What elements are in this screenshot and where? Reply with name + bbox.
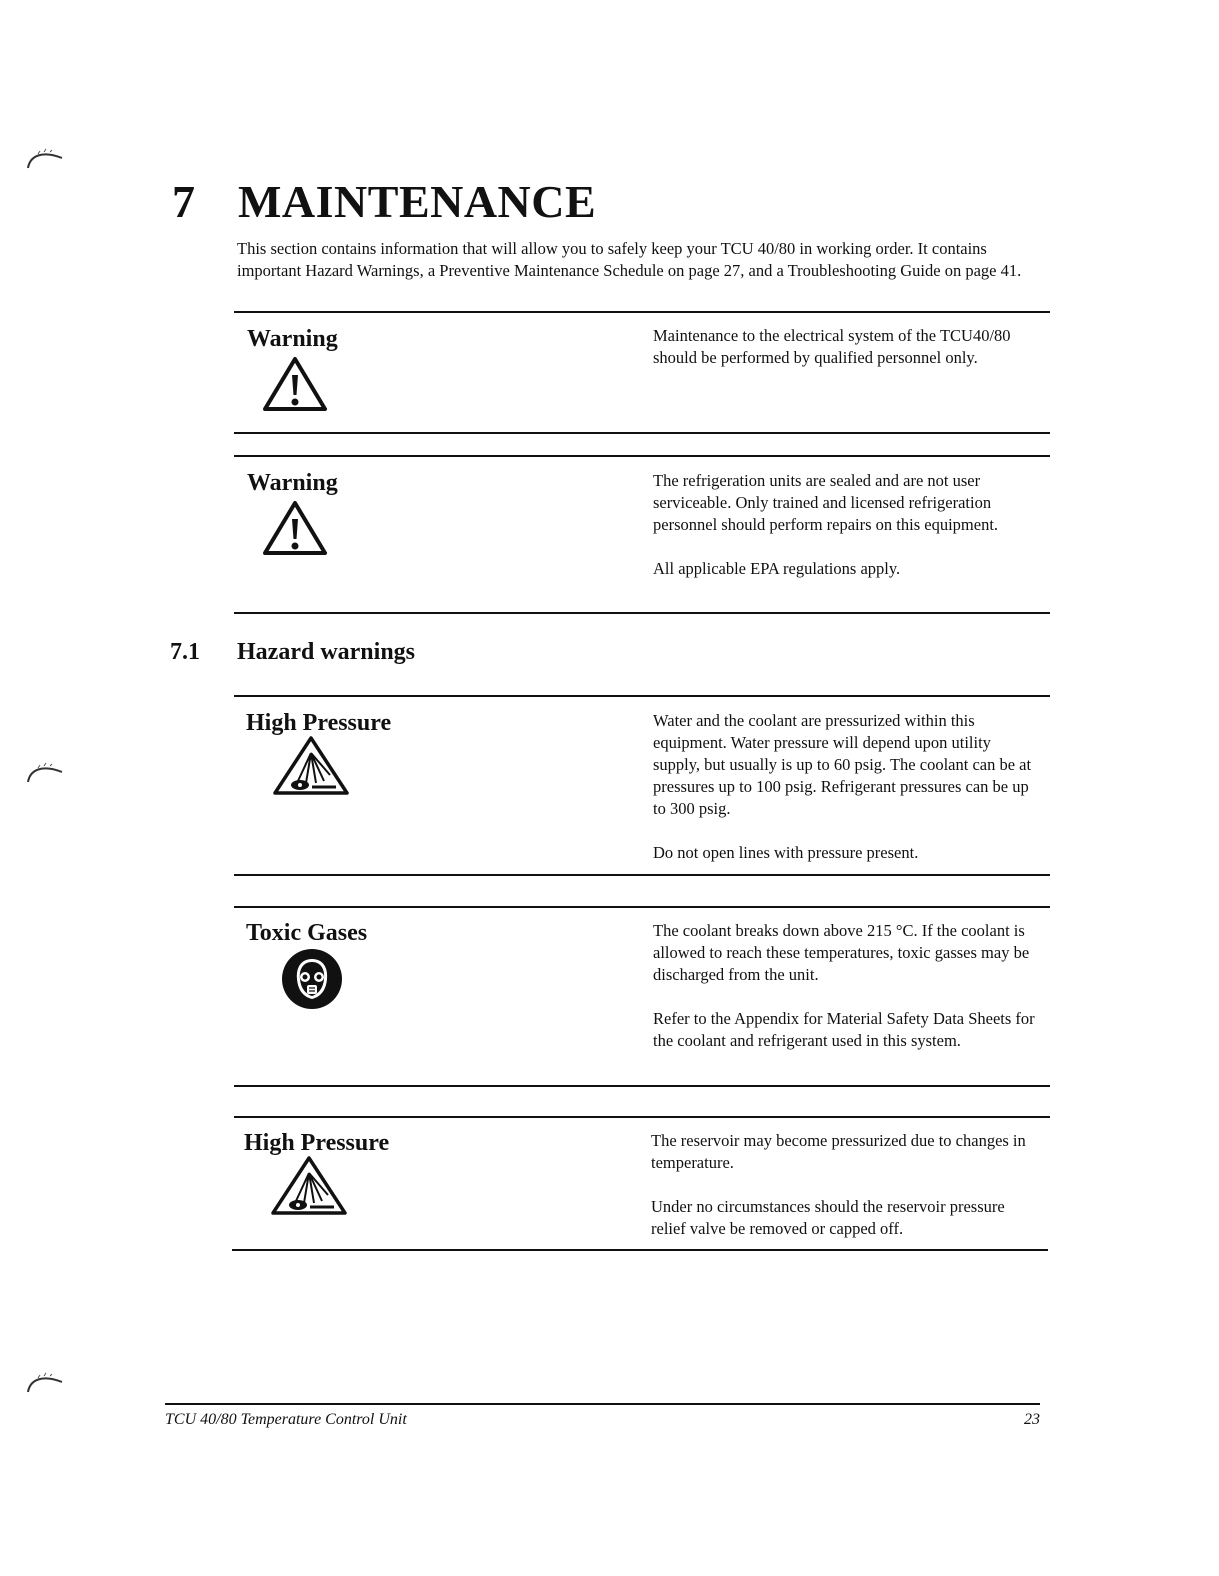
hazard-1-paragraph: Water and the coolant are pressurized within this equipment. Water pressure will depend upon utility supply, but usually is up to 60 psig. The coolant can be at pressures up to 100 psig. Refrigerant pressures can be up to 300 psig. [653, 711, 1032, 818]
section-title: Hazard warnings [237, 639, 416, 665]
warning-2-title: Warning [247, 470, 338, 496]
hazard-2-paragraph: The coolant breaks down above 215 °C. If the coolant is allowed to reach these temperatures, toxic gasses may be discharged from the unit. [653, 921, 1030, 984]
binder-hole-mark [24, 760, 64, 784]
box-bottom-rule [234, 874, 1050, 876]
gas-mask-icon [280, 947, 344, 1011]
box-top-rule [234, 906, 1050, 908]
footer-rule [165, 1403, 1040, 1405]
hazard-3-text [651, 1130, 1036, 1240]
box-bottom-rule [234, 432, 1050, 434]
chapter-title: MAINTENANCE [238, 176, 597, 227]
hazard-1-text [653, 710, 1038, 864]
warning-triangle-icon [261, 355, 329, 413]
warning-1-title: Warning [247, 326, 338, 352]
footer-title: TCU 40/80 Temperature Control Unit [165, 1411, 407, 1428]
binder-hole-mark [24, 146, 64, 170]
warning-1-paragraph: Maintenance to the electrical system of the TCU40/80 should be performed by qualified personnel only. [653, 326, 1011, 367]
box-bottom-rule [232, 1249, 1048, 1251]
hazard-2-paragraph: Refer to the Appendix for Material Safety Data Sheets for the coolant and refrigerant used in this system. [653, 1009, 1035, 1050]
binder-hole-mark [24, 1370, 64, 1394]
box-bottom-rule [234, 612, 1050, 614]
hazard-2-text [653, 920, 1038, 1052]
chapter-number: 7 [172, 176, 195, 227]
hazard-3-paragraph: The reservoir may become pressurized due to changes in temperature. [651, 1131, 1026, 1172]
warning-2-paragraph: All applicable EPA regulations apply. [653, 559, 901, 578]
box-top-rule [234, 455, 1050, 457]
high-pressure-icon [272, 735, 350, 797]
box-top-rule [234, 1116, 1050, 1118]
hazard-2-title: Toxic Gases [246, 920, 368, 946]
hazard-1-paragraph: Do not open lines with pressure present. [653, 843, 919, 862]
warning-2-paragraph: The refrigeration units are sealed and are not user serviceable. Only trained and licensed refrigeration personnel should perform repairs on this equipment. [653, 471, 999, 534]
hazard-3-title: High Pressure [244, 1130, 390, 1156]
warning-1-text [653, 325, 1038, 369]
box-top-rule [234, 695, 1050, 697]
intro-paragraph: This section contains information that will allow you to safely keep your TCU 40/80 in working order. It contains important Hazard Warnings, a Preventive Maintenance Schedule on page 27, and a Troubleshooting Guide on page 41. [237, 239, 1022, 280]
hazard-3-paragraph: Under no circumstances should the reservoir pressure relief valve be removed or capped off. [651, 1197, 1005, 1238]
hazard-1-title: High Pressure [246, 710, 392, 736]
warning-triangle-icon [261, 499, 329, 557]
high-pressure-icon [270, 1155, 348, 1217]
section-number: 7.1 [170, 639, 200, 665]
box-bottom-rule [234, 1085, 1050, 1087]
box-top-rule [234, 311, 1050, 313]
warning-2-text [653, 470, 1038, 580]
page-number: 23 [1024, 1411, 1040, 1428]
